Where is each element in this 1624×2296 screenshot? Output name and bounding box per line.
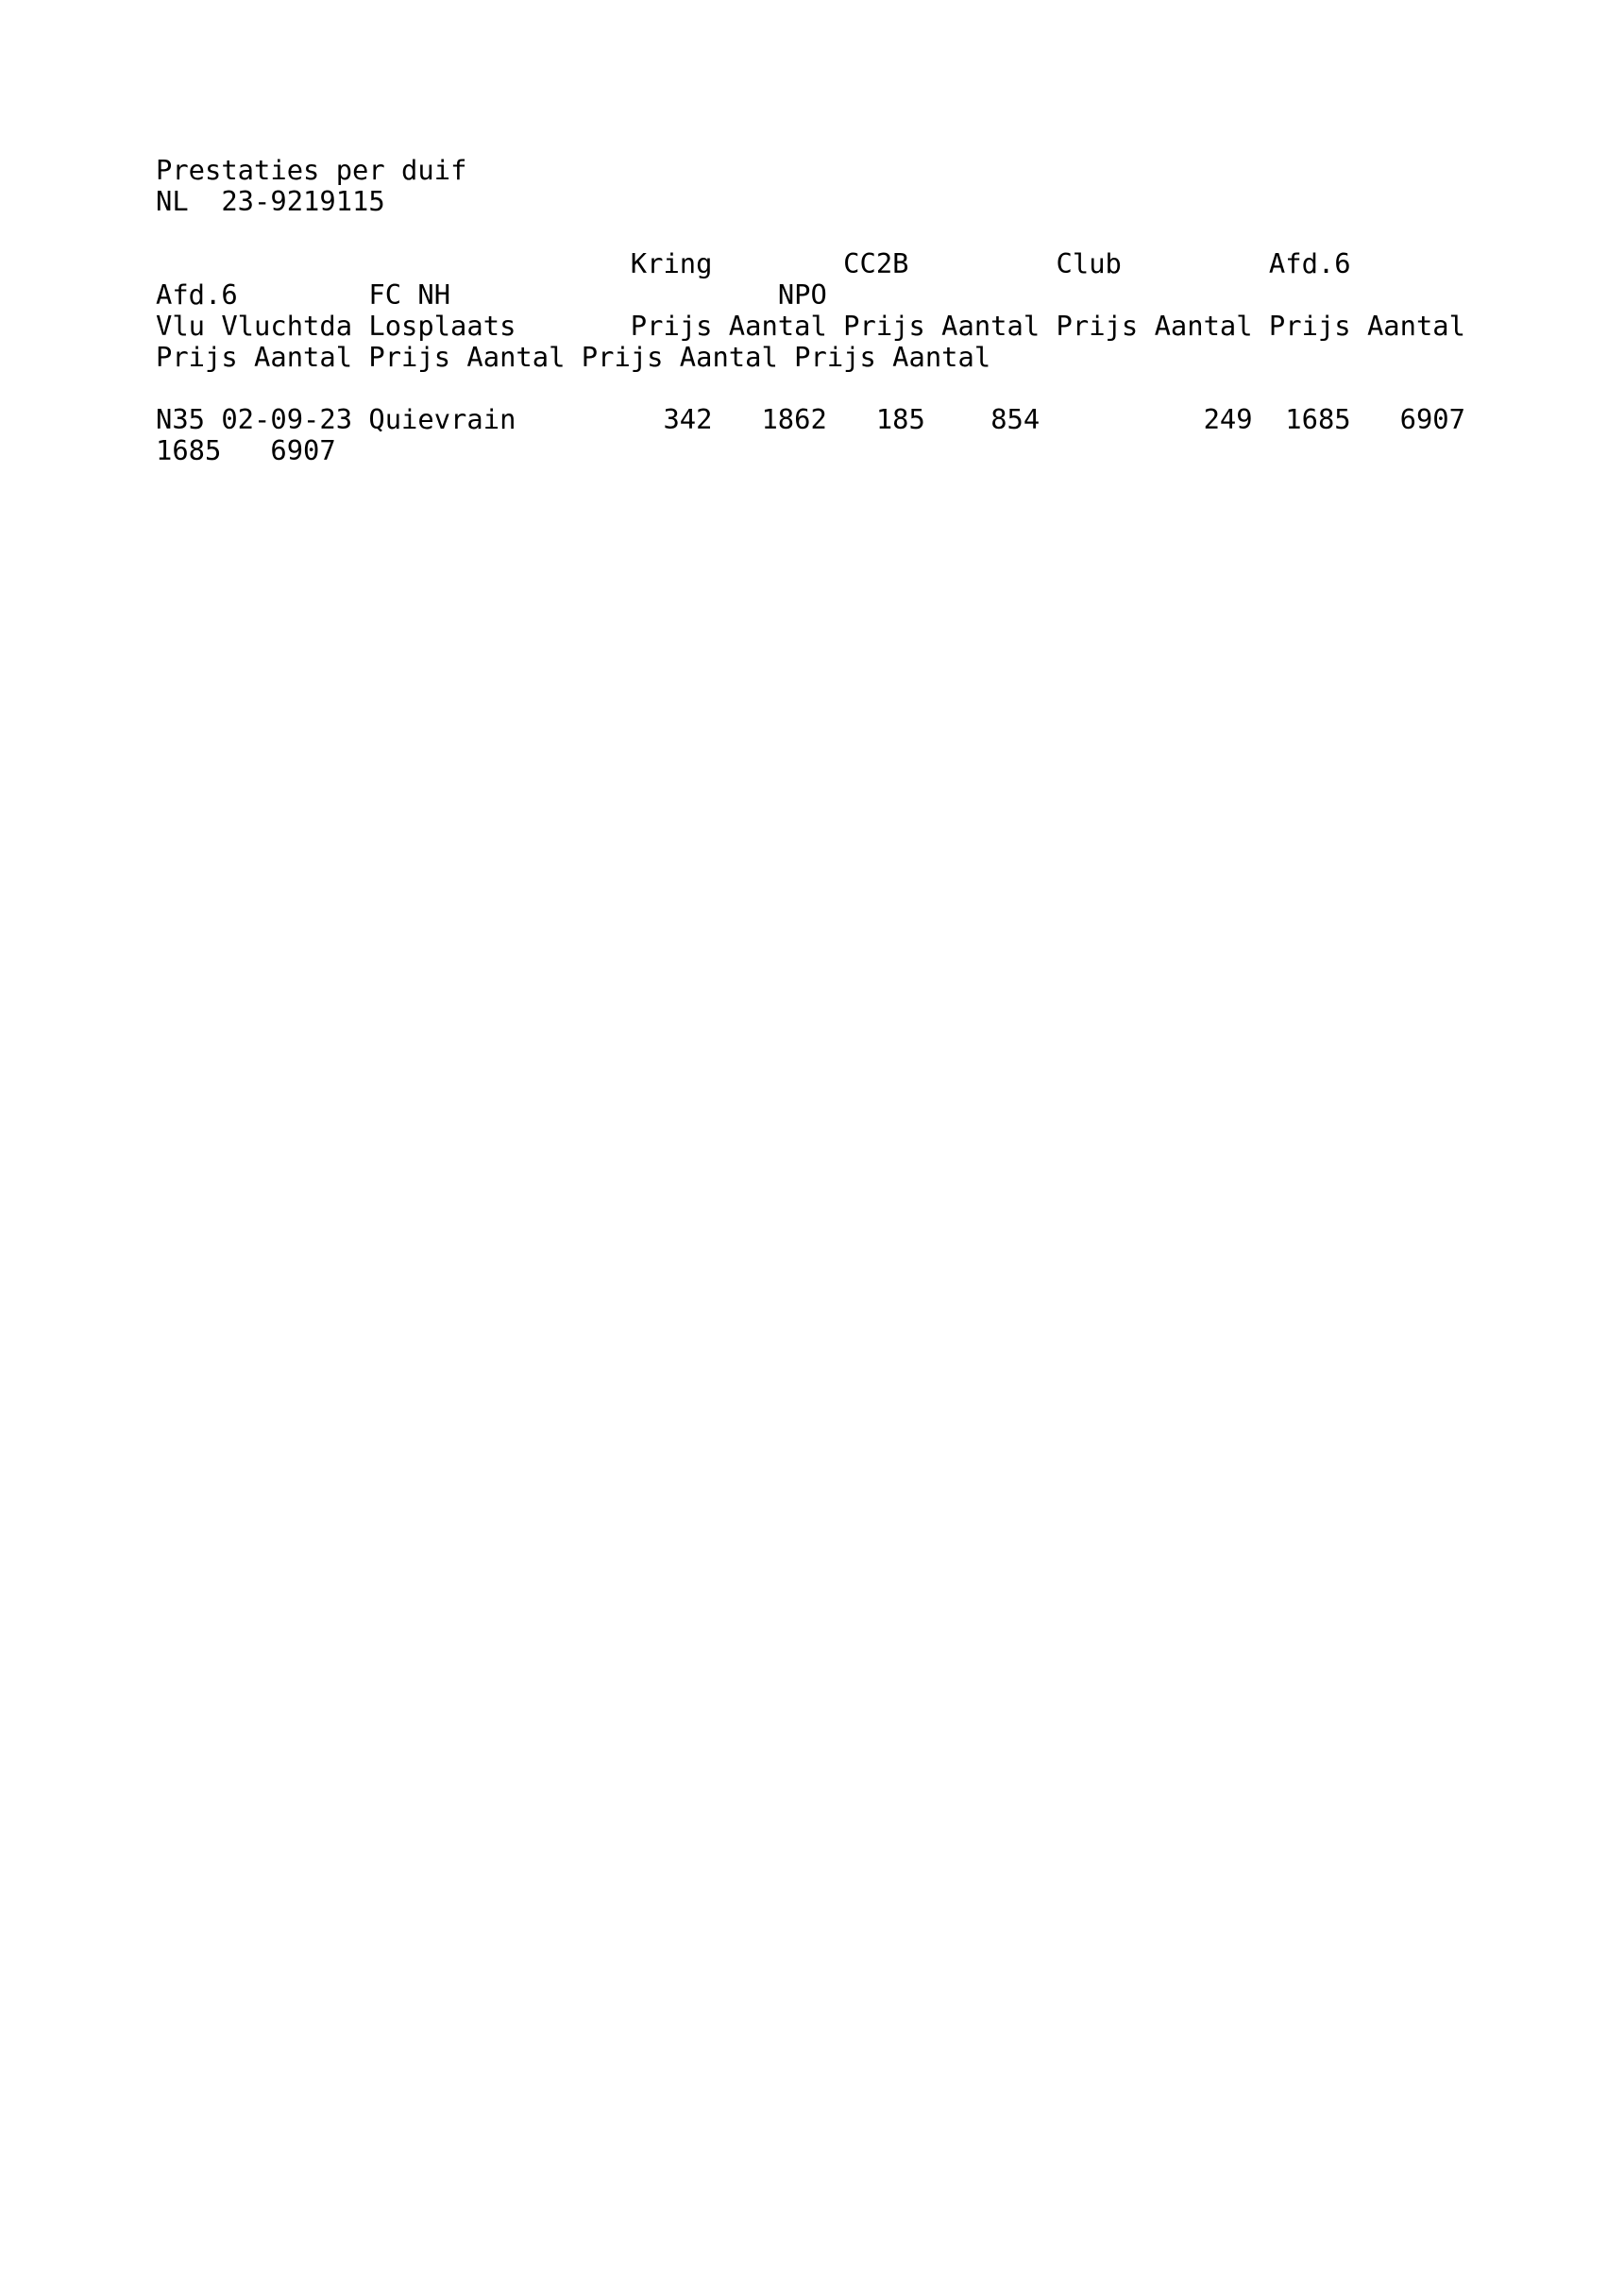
col-prijs-6-label: Prijs [368,341,451,373]
col-aantal-1-label: Aantal [728,310,827,342]
col-aantal-2-label: Aantal [941,310,1040,342]
report-title: Prestaties per duif [156,154,467,186]
result-cc2b-prijs: 185 [875,403,925,435]
col-prijs-4-label: Prijs [1268,310,1351,342]
col-losplaats-label: Losplaats [368,310,516,342]
col-prijs-8-label: Prijs [794,341,876,373]
col-prijs-3-label: Prijs [1056,310,1139,342]
result-vluchtdatum: 02-09-23 [221,403,353,435]
result-club-aantal: 249 [1203,403,1253,435]
blank-line [156,217,1478,248]
blank-line [156,373,1478,404]
result-losplaats: Quievrain [368,403,516,435]
col-aantal-5-label: Aantal [254,341,353,373]
column-header-row-2 [156,342,1478,373]
level-fcnh-label: FC NH [368,279,451,311]
result-vlu: N35 [156,403,206,435]
col-prijs-7-label: Prijs [581,341,664,373]
level-club-label: Club [1056,247,1122,279]
col-prijs-5-label: Prijs [156,341,238,373]
column-header-row-1 [156,311,1478,342]
col-prijs-1-label: Prijs [630,310,713,342]
title-line [156,155,1478,186]
result-afd6-aantal: 6907 [1399,403,1465,435]
col-vluchtda-label: Vluchtda [221,310,353,342]
result-wrap-aantal: 6907 [270,434,336,466]
result-row-2 [156,435,1478,466]
level-npo-label: NPO [777,279,827,311]
result-cc2b-aantal: 854 [990,403,1040,435]
ring-line [156,186,1478,217]
col-aantal-7-label: Aantal [679,341,778,373]
level-cc2b-label: CC2B [843,247,909,279]
ring-number: 23-9219115 [221,185,385,217]
col-aantal-6-label: Aantal [466,341,566,373]
col-aantal-3-label: Aantal [1154,310,1253,342]
pigeon-performance-report [156,155,1478,466]
col-aantal-4-label: Aantal [1366,310,1465,342]
col-prijs-2-label: Prijs [843,310,925,342]
levels-row-1 [156,248,1478,279]
result-afd6-prijs: 1685 [1285,403,1351,435]
result-kring-aantal: 1862 [761,403,827,435]
result-wrap-prijs: 1685 [156,434,222,466]
level-kring-label: Kring [630,247,713,279]
levels-row-2 [156,279,1478,311]
level-afd6-label: Afd.6 [1268,247,1351,279]
col-aantal-8-label: Aantal [892,341,991,373]
result-row-1 [156,404,1478,435]
level-afd6-left-label: Afd.6 [156,279,238,311]
result-kring-prijs: 342 [663,403,713,435]
col-vlu-label: Vlu [156,310,206,342]
ring-country: NL [156,185,189,217]
